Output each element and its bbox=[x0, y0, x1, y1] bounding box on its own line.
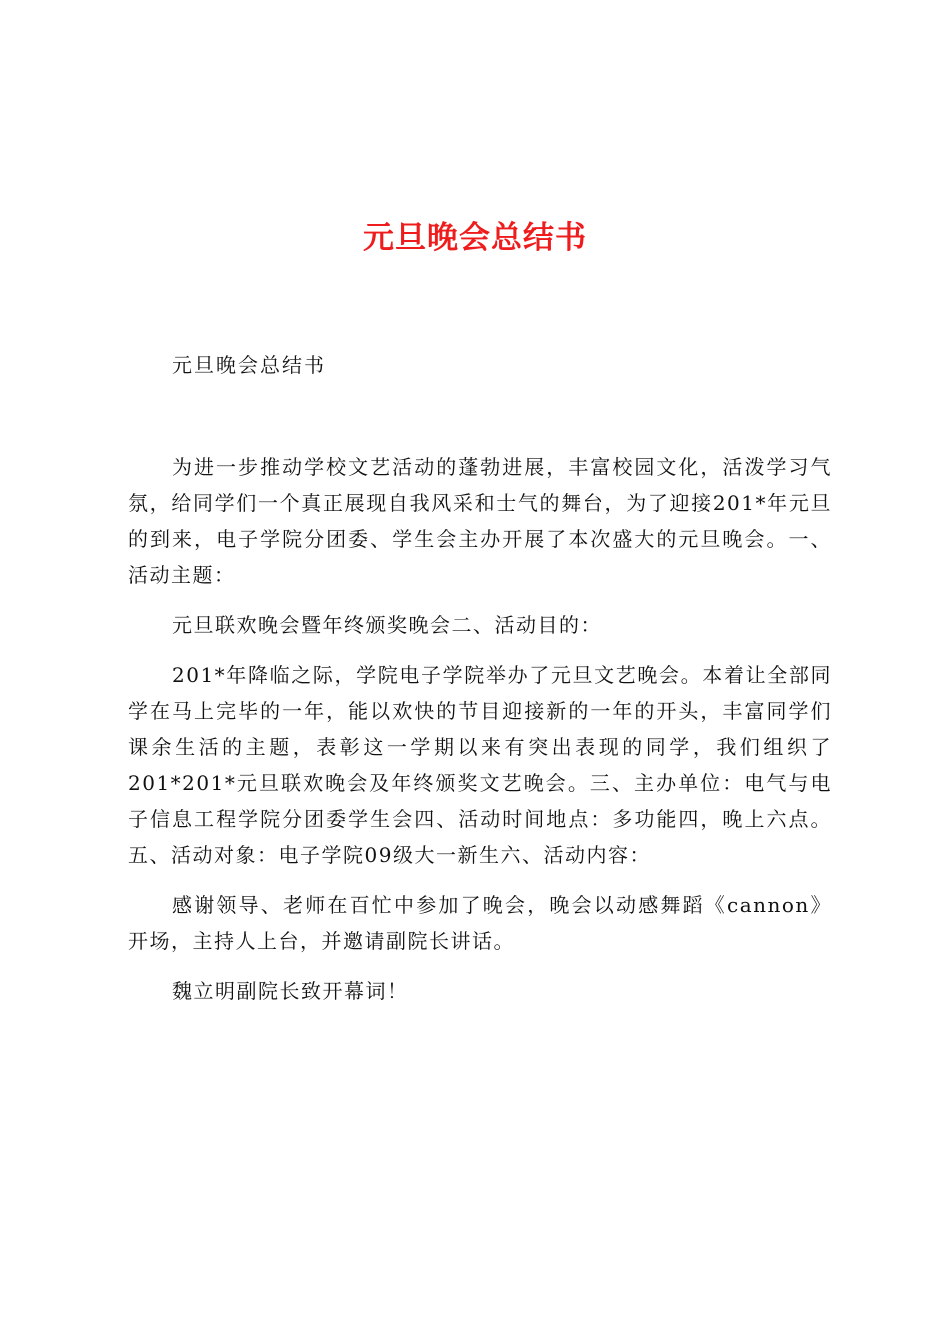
document-title: 元旦晚会总结书 bbox=[363, 220, 587, 256]
document-body bbox=[128, 449, 832, 1023]
document-subtitle: 元旦晚会总结书 bbox=[172, 353, 326, 377]
paragraph-intro: 为进一步推动学校文艺活动的蓬勃进展，丰富校园文化，活泼学习气氛，给同学们一个真正展现自我风采和士气的舞台，为了迎接201*年元旦的到来，电子学院分团委、学生会主办开展了本次盛大的元旦晚会。一、活动主题： bbox=[128, 455, 832, 587]
paragraph-theme: 元旦联欢晚会暨年终颁奖晚会二、活动目的： bbox=[172, 613, 602, 637]
paragraph-speech: 魏立明副院长致开幕词！ bbox=[172, 979, 409, 1003]
paragraph-opening: 感谢领导、老师在百忙中参加了晚会，晚会以动感舞蹈《cannon》开场，主持人上台，并邀请副院长讲话。 bbox=[128, 893, 832, 953]
paragraph-purpose: 201*年降临之际，学院电子学院举办了元旦文艺晚会。本着让全部同学在马上完毕的一年，能以欢快的节目迎接新的一年的开头，丰富同学们课余生活的主题，表彰这一学期以来有突出表现的同学，我们组织了201*201*元旦联欢晚会及年终颁奖文艺晚会。三、主办单位：电气与电子信息工程学院分团委学生会四、活动时间地点：多功能四，晚上六点。五、活动对象：电子学院09级大一新生六、活动内容： bbox=[128, 663, 832, 867]
